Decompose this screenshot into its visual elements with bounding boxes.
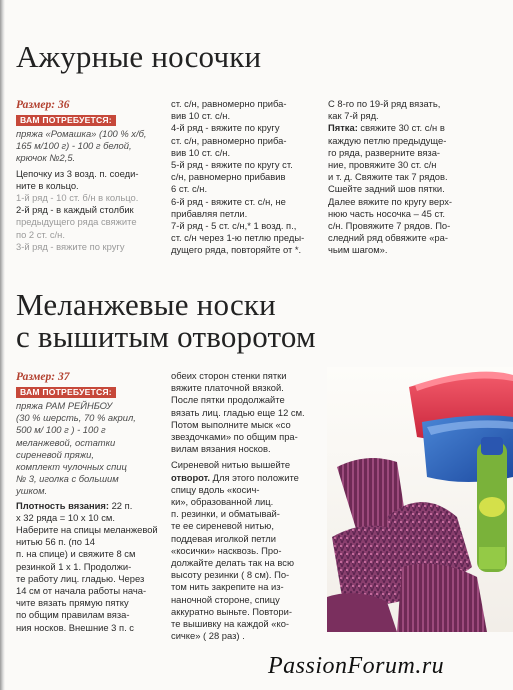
article2-needs-badge: ВАМ ПОТРЕБУЕТСЯ: — [16, 387, 116, 398]
text-line: обеих сторон стенки пятки — [171, 370, 287, 381]
text-line: те работу лиц. гладью. Через — [16, 572, 145, 584]
text-line: 4-й ряд - вяжите по кругу — [171, 122, 280, 134]
text-line: том нить закрепите на из- — [171, 581, 284, 593]
text-line: поддевая иголкой петли — [171, 532, 276, 544]
text-line: ст. с/н через 1-ю петлю преды- — [171, 232, 305, 244]
materials-line: 500 м/ 100 г ) - 100 г — [16, 424, 106, 436]
article1-col3-top — [328, 98, 478, 122]
text-line: по общим правилам вяза- — [16, 609, 130, 621]
text-line: предыдущего ряда свяжите — [16, 216, 137, 228]
article2-title-line2: с вышитым отворотом — [16, 319, 316, 354]
article1-title: Ажурные носочки — [16, 39, 262, 74]
text-line: С 8-го по 19-й ряд вязать, — [328, 98, 441, 109]
text-line: с/н. Провяжите 7 рядов. По- — [328, 220, 451, 232]
text-line: вилам вязания носков. — [171, 443, 271, 455]
text-line: и т. д. Свяжите так 7 рядов. — [328, 171, 448, 183]
text-line: те вышивку на каждой «ко- — [171, 618, 290, 630]
text-line: по 2 ст. с/н. — [16, 228, 65, 240]
text-line: следний ряд обвяжите «ра- — [328, 232, 448, 244]
text-line: дущего ряда, повторяйте от *. — [171, 244, 302, 256]
text-line: Для этого положите спицу вдоль «косич- — [171, 471, 299, 495]
text-line: х 32 ряда = 10 х 10 см. — [16, 511, 115, 523]
materials-line: сиреневой пряжи, — [16, 448, 94, 460]
text-line: те ее сиреневой нитью, — [171, 520, 274, 532]
socks-photo — [327, 367, 513, 632]
text-line: должайте делать так на всю — [171, 557, 295, 569]
article2-col2-top — [171, 370, 323, 455]
text-line: ки», образованной лиц. — [171, 496, 274, 508]
text-line: ния носков. Внешние 3 п. с — [16, 621, 134, 633]
text-line: го ряда, разверните вяза- — [328, 146, 441, 158]
passionforum-watermark: PassionForum.ru — [268, 653, 445, 679]
text-line: звездочками» по общим пра- — [171, 431, 298, 443]
text-line: 5-й ряд - вяжите по кругу ст. — [171, 159, 293, 171]
materials-line: меланжевой, остатки — [16, 436, 116, 448]
text-line: ст. с/н, равномерно приба- — [171, 134, 287, 146]
text-line: как 7-й ряд. — [328, 110, 379, 122]
text-line: чьим шагом». — [328, 244, 388, 256]
text-line: резинкой 1 х 1. Продолжи- — [16, 560, 132, 572]
socks-photo-image — [327, 367, 513, 632]
article1-col3 — [328, 98, 478, 257]
text-line: сичке» ( 28 раз) . — [171, 630, 245, 642]
text-line: аккуратно выньте. Повтори- — [171, 605, 292, 617]
text-line: п. резинки, и обматывай- — [171, 508, 280, 520]
text-line: Цепочку из 3 возд. п. соеди- — [16, 167, 139, 179]
text-line: ние, провяжите 30 ст. с/н — [328, 159, 437, 171]
article2-col2-mid: Сиреневой нитью вышейте — [171, 459, 291, 471]
text-line: вив 10 ст. с/н. — [171, 146, 231, 158]
article1-col2-body — [171, 98, 319, 257]
article2-density-label: Плотность вязания: — [16, 499, 109, 511]
text-line: 14 см от начала работы нача- — [16, 585, 147, 597]
text-line: свяжите 30 ст. с/н в — [357, 122, 445, 134]
article1-materials: пряжа «Ромашка» (100 % х/б, 165 м/100 г) - 100 г белой, крючок №2,5. — [16, 128, 147, 164]
text-line: 7-й ряд - 5 ст. с/н,* 1 возд. п., — [171, 220, 297, 232]
article1-col3-rest — [328, 122, 452, 255]
article2-materials — [16, 400, 161, 498]
text-line: 1-й ряд - 10 ст. б/н в кольцо. — [16, 192, 139, 204]
article1-size: Размер: 36 — [16, 99, 70, 111]
text-line: 6 ст. с/н. — [171, 183, 208, 195]
text-line: нюю часть носочка – 45 ст. — [328, 207, 446, 219]
materials-line: комплект чулочных спиц — [16, 461, 127, 473]
text-line: чите вязать прямую пятку — [16, 597, 129, 609]
text-line: 2-й ряд - в каждый столбик — [16, 204, 134, 216]
materials-line: № 3, иголка с большим — [16, 473, 119, 485]
article2-col1-body — [16, 524, 161, 634]
text-line: ст. с/н, равномерно приба- — [171, 98, 287, 109]
text-line: вяжите платочной вязкой. — [171, 382, 284, 394]
materials-line: пряжа РАМ РЕЙНБОУ — [16, 400, 113, 411]
text-line: прибавляя петли. — [171, 207, 248, 219]
article1-col2 — [171, 98, 319, 257]
text-line: с/н, равномерно прибавив — [171, 171, 286, 183]
text-line: вязать лиц. гладью еще 12 см. — [171, 406, 305, 418]
text-line: 3-й ряд - вяжите по кругу — [16, 240, 125, 252]
text-line: 6-й ряд - вяжите ст. с/н, не — [171, 195, 286, 207]
materials-line: (30 % шерсть, 70 % акрил, — [16, 412, 136, 424]
article2-col2-rest — [171, 472, 299, 642]
article1-col1-body — [16, 168, 161, 253]
text-line: «косички» насквозь. Про- — [171, 544, 282, 556]
article1-col1 — [16, 98, 161, 253]
text-line: Далее вяжите по кругу верх- — [328, 195, 453, 207]
materials-line: ушком. — [16, 485, 48, 497]
text-line: п. на спице) и свяжите 8 см — [16, 548, 136, 560]
text-line: Наберите на спицы меланжевой нитью 56 п. (по 14 — [16, 524, 158, 548]
text-line: Потом выполните мыск «со — [171, 418, 291, 430]
article2-size: Размер: 37 — [16, 371, 70, 383]
article1-heel-heading: Пятка: — [328, 122, 358, 134]
text-line: После пятки продолжайте — [171, 394, 285, 406]
text-line: Сшейте задний шов пятки. — [328, 183, 445, 195]
text-line: 22 п. — [108, 499, 133, 511]
article2-col2 — [171, 370, 323, 642]
article2-col1 — [16, 370, 161, 634]
article2-cuff-heading: отворот. — [171, 471, 211, 483]
text-line: наночной стороне, спицу — [171, 593, 280, 605]
text-line: ните в кольцо. — [16, 179, 79, 191]
article2-title-line1: Меланжевые носки — [16, 287, 276, 322]
article1-needs-badge: ВАМ ПОТРЕБУЕТСЯ: — [16, 115, 116, 126]
text-line: каждую петлю предыдуще- — [328, 134, 447, 146]
text-line: вив 10 ст. с/н. — [171, 110, 231, 122]
page-binding-shadow — [0, 0, 5, 690]
text-line: высоту резинки ( 8 см). По- — [171, 569, 290, 581]
